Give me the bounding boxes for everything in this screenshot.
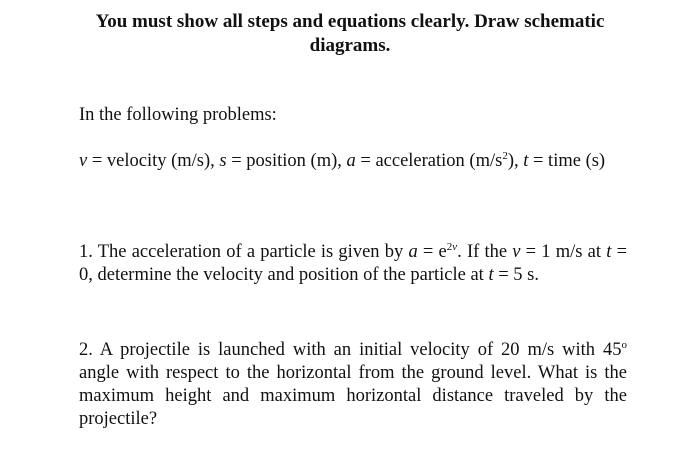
problem-1-part-3: = 1 m/s at <box>520 242 607 262</box>
intro-text: In the following problems: <box>79 105 277 125</box>
instructions-heading <box>70 10 630 58</box>
problem-1-v-symbol: v <box>512 242 521 262</box>
problem-1-t-symbol-1: t <box>606 242 612 262</box>
problem-1-a-symbol: a <box>408 242 418 262</box>
problem-1-part-4: = 0, determine the velocity and position of the particle at <box>79 242 628 285</box>
s-definition: = position (m), <box>226 151 347 171</box>
problem-1-exponent <box>447 241 457 253</box>
heading-line-2: diagrams. <box>309 35 391 56</box>
problem-2-part-2: angle with respect to the horizontal from the ground level. What is the maximum height and maximum horizontal distance traveled by the projectile? <box>79 363 627 429</box>
heading-line-1: You must show all steps and equations clearly. Draw schematic <box>95 11 605 32</box>
v-symbol: v <box>79 151 88 171</box>
problem-1-part-2: . If the <box>457 242 513 262</box>
a-definition-close: ), <box>507 151 524 171</box>
problem-1-exp-num: 2 <box>446 240 453 253</box>
a-definition: = acceleration (m/s <box>355 151 503 171</box>
v-definition: = velocity (m/s), <box>87 151 220 171</box>
a-unit-exponent: 2 <box>502 149 508 162</box>
problem-1-eq: = e <box>417 242 447 262</box>
variable-definitions <box>79 150 627 173</box>
t-symbol: t <box>523 151 529 171</box>
problem-1-exp-var: v <box>452 240 458 253</box>
a-symbol: a <box>346 151 356 171</box>
problem-1 <box>79 241 627 287</box>
problem-2 <box>79 339 627 431</box>
s-symbol: s <box>219 151 227 171</box>
problem-1-part-1: 1. The acceleration of a particle is given by <box>79 242 409 262</box>
problem-2-part-1: 2. A projectile is launched with an initial velocity of 20 m/s with 45 <box>79 340 622 360</box>
t-definition: = time (s) <box>528 151 606 171</box>
degree-symbol: o <box>621 338 627 351</box>
problem-1-t-symbol-2: t <box>488 265 494 285</box>
problem-1-part-5: = 5 s. <box>493 265 539 285</box>
